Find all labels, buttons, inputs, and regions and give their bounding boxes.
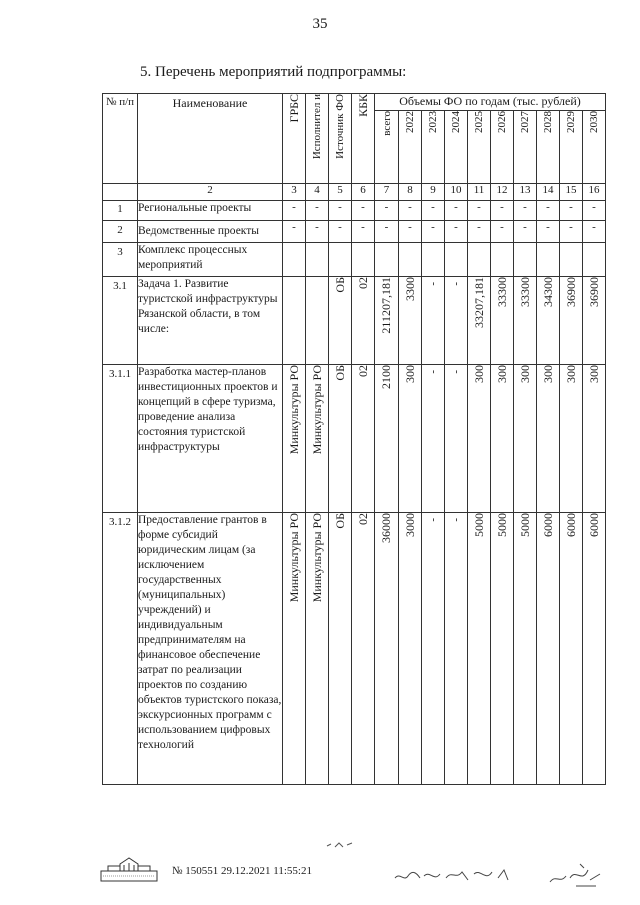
table-row — [103, 513, 606, 785]
dash-cell: - — [283, 201, 306, 221]
value-cell: 33300 — [514, 277, 537, 365]
executor-cell: Минкультуры РО — [306, 365, 329, 513]
col-number: 6 — [352, 184, 375, 201]
value-cell: 33300 — [491, 277, 514, 365]
header-year: 2027 — [514, 111, 537, 184]
dash-cell: - — [468, 201, 491, 221]
value-cell: 300 — [537, 365, 560, 513]
dash-cell: - — [583, 201, 606, 221]
header-source: Источник ФО — [329, 94, 352, 184]
value-cell: 211207,181 — [375, 277, 399, 365]
row-num: 3.1.1 — [103, 365, 138, 513]
header-executor: Исполнител и — [306, 94, 329, 184]
col-number: 5 — [329, 184, 352, 201]
dash-cell: - — [491, 201, 514, 221]
dash-cell: - — [375, 221, 399, 243]
grbs-cell: Минкультуры РО — [283, 365, 306, 513]
dash-cell: - — [352, 221, 375, 243]
header-year: 2028 — [537, 111, 560, 184]
table-row — [103, 277, 606, 365]
header-year: 2024 — [445, 111, 468, 184]
value-cell: 300 — [560, 365, 583, 513]
value-cell: 3000 — [399, 513, 422, 785]
executor-cell — [306, 277, 329, 365]
value-cell: 33207,181 — [468, 277, 491, 365]
value-cell: 300 — [583, 365, 606, 513]
dash-cell: - — [306, 221, 329, 243]
dash-cell: - — [399, 201, 422, 221]
dash-cell: - — [583, 221, 606, 243]
kbk-cell: 02 — [352, 365, 375, 513]
value-cell: 300 — [514, 365, 537, 513]
dash-cell: - — [375, 201, 399, 221]
col-number — [103, 184, 138, 201]
dash-cell: - — [445, 221, 468, 243]
dash-cell: - — [560, 201, 583, 221]
header-year: 2025 — [468, 111, 491, 184]
row-num: 3.1 — [103, 277, 138, 365]
value-cell: 34300 — [537, 277, 560, 365]
dash-cell: - — [306, 201, 329, 221]
value-cell: 6000 — [560, 513, 583, 785]
dash-cell: - — [468, 221, 491, 243]
header-year: 2022 — [399, 111, 422, 184]
row-name: Ведомственные проекты — [138, 221, 283, 243]
value-cell: 6000 — [583, 513, 606, 785]
row-num: 2 — [103, 221, 138, 243]
value-cell: 36000 — [375, 513, 399, 785]
col-number: 13 — [514, 184, 537, 201]
table-row — [103, 201, 606, 221]
row-num: 1 — [103, 201, 138, 221]
value-cell: 5000 — [468, 513, 491, 785]
value-cell: 300 — [491, 365, 514, 513]
source-cell: ОБ — [329, 277, 352, 365]
kbk-cell: 02 — [352, 277, 375, 365]
value-cell: 5000 — [514, 513, 537, 785]
grbs-cell: Минкультуры РО — [283, 513, 306, 785]
column-numbers-row — [103, 184, 606, 201]
col-number: 16 — [583, 184, 606, 201]
value-cell: 5000 — [491, 513, 514, 785]
value-cell: - — [422, 277, 445, 365]
table-row — [103, 243, 606, 277]
value-cell: - — [445, 277, 468, 365]
dash-cell: - — [399, 221, 422, 243]
col-number: 2 — [138, 184, 283, 201]
header-year: 2026 — [491, 111, 514, 184]
col-number: 10 — [445, 184, 468, 201]
header-year: 2029 — [560, 111, 583, 184]
col-number: 9 — [422, 184, 445, 201]
dash-cell: - — [422, 201, 445, 221]
section-title: 5. Перечень мероприятий подпрограммы: — [140, 64, 407, 80]
row-num: 3.1.2 — [103, 513, 138, 785]
table-row — [103, 365, 606, 513]
col-number: 11 — [468, 184, 491, 201]
row-name: Региональные проекты — [138, 201, 283, 221]
header-year: 2023 — [422, 111, 445, 184]
document-id: № 150551 29.12.2021 11:55:21 — [172, 865, 312, 877]
value-cell: 300 — [468, 365, 491, 513]
grbs-cell — [283, 277, 306, 365]
header-volumes: Объемы ФО по годам (тыс. рублей) — [375, 94, 606, 111]
dash-cell: - — [514, 201, 537, 221]
col-number: 12 — [491, 184, 514, 201]
value-cell: - — [445, 365, 468, 513]
col-number: 3 — [283, 184, 306, 201]
header-name: Наименование — [138, 94, 283, 184]
col-number: 7 — [375, 184, 399, 201]
header-total: всего — [375, 111, 399, 184]
value-cell: 6000 — [537, 513, 560, 785]
measures-table — [102, 93, 606, 785]
value-cell: - — [422, 513, 445, 785]
row-name: Комплекс процессных мероприятий — [138, 243, 283, 277]
value-cell: - — [422, 365, 445, 513]
scan-mark — [325, 838, 355, 850]
dash-cell: - — [537, 201, 560, 221]
col-number: 15 — [560, 184, 583, 201]
dash-cell: - — [352, 201, 375, 221]
row-name: Разработка мастер-планов инвестиционных проектов и концепций в сфере туризма, проведение анализа состояния туристской инфраструктуры — [138, 365, 283, 513]
dash-cell: - — [422, 221, 445, 243]
header-year: 2030 — [583, 111, 606, 184]
value-cell: 3300 — [399, 277, 422, 365]
dash-cell: - — [491, 221, 514, 243]
kbk-cell: 02 — [352, 513, 375, 785]
source-cell: ОБ — [329, 365, 352, 513]
executor-cell: Минкультуры РО — [306, 513, 329, 785]
dash-cell: - — [560, 221, 583, 243]
value-cell: - — [445, 513, 468, 785]
value-cell: 300 — [399, 365, 422, 513]
table-row — [103, 221, 606, 243]
col-number: 14 — [537, 184, 560, 201]
dash-cell: - — [445, 201, 468, 221]
dash-cell: - — [329, 201, 352, 221]
row-name: Предоставление грантов в форме субсидий юридическим лицам (за исключением государственных (муниципальных) учреждений) и индивидуальным предпринимателям на финансовое обеспечение затрат по реализации проектов по созданию объектов туристского показа, экскурсионных программ с использованием цифровых технологий — [138, 513, 283, 785]
col-number: 8 — [399, 184, 422, 201]
header-grbs: ГРБС — [283, 94, 306, 184]
col-number: 4 — [306, 184, 329, 201]
source-cell: ОБ — [329, 513, 352, 785]
page-number: 35 — [312, 16, 328, 32]
dash-cell: - — [514, 221, 537, 243]
row-name: Задача 1. Развитие туристской инфраструктуры Рязанской области, в том числе: — [138, 277, 283, 365]
dash-cell: - — [329, 221, 352, 243]
value-cell: 36900 — [560, 277, 583, 365]
government-logo — [100, 855, 158, 883]
value-cell: 36900 — [583, 277, 606, 365]
row-num: 3 — [103, 243, 138, 277]
dash-cell: - — [537, 221, 560, 243]
dash-cell: - — [283, 221, 306, 243]
handwritten-signature — [390, 860, 610, 890]
value-cell: 2100 — [375, 365, 399, 513]
header-num: № п/п — [103, 94, 138, 184]
header-kbk: КБК — [352, 94, 375, 184]
